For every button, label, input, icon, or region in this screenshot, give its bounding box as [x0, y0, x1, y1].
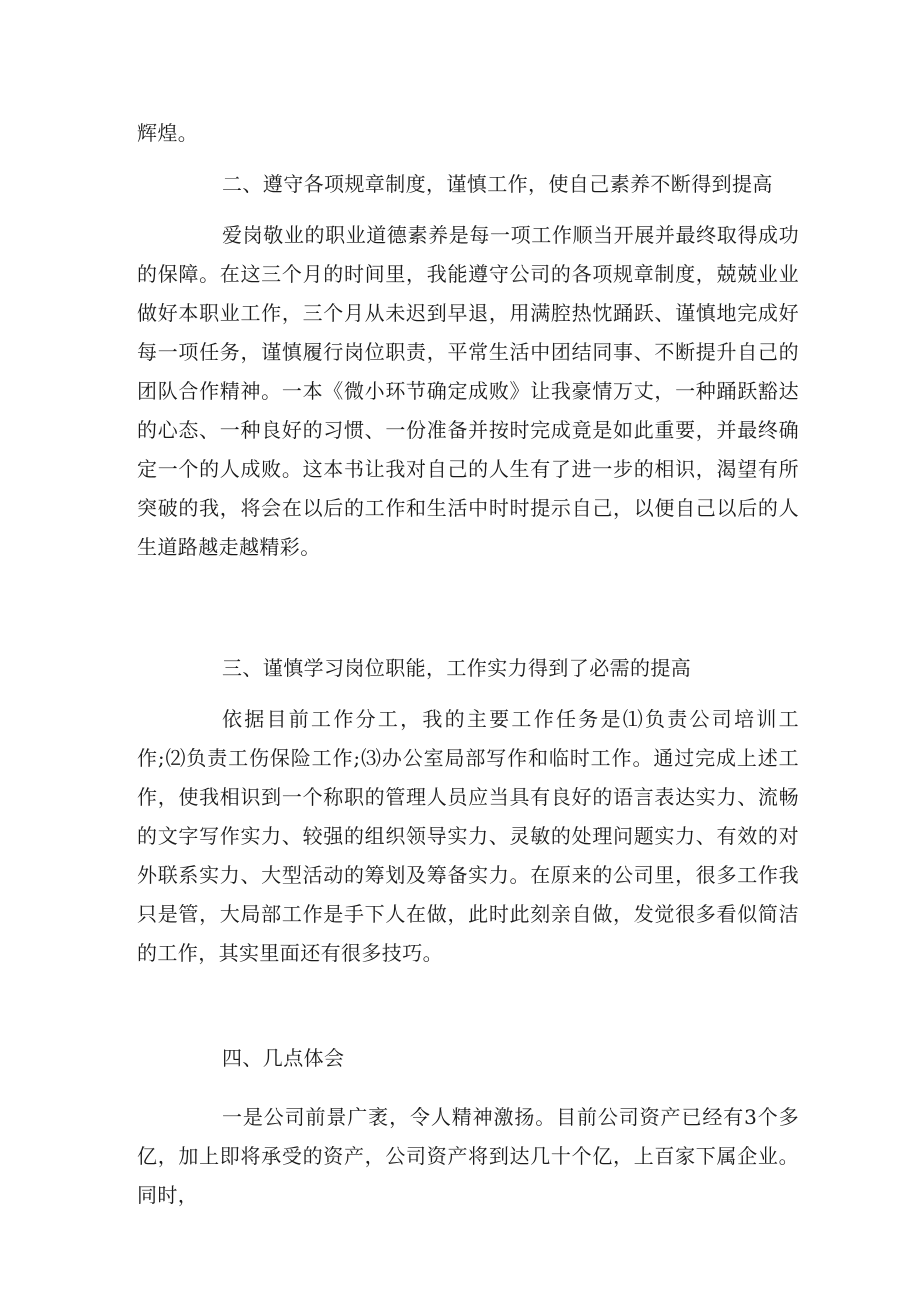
section-body-4: 一是公司前景广袤，令人精神激扬。目前公司资产已经有3个多亿，加上即将承受的资产，公司资产将到达几十个亿，上百家下属企业。同时，: [137, 1105, 799, 1207]
continuation-paragraph: 辉煌。: [137, 121, 199, 145]
section-body-3: 依据目前工作分工，我的主要工作任务是⑴负责公司培训工作;⑵负责工伤保险工作;⑶办公室局部写作和临时工作。通过完成上述工作，使我相识到一个称职的管理人员应当具有良好的语言表达实力、流畅的文字写作实力、较强的组织领导实力、灵敏的处理问题实力、有效的对外联系实力、大型活动的筹划及筹备实力。在原来的公司里，很多工作我只是管，大局部工作是手下人在做，此时此刻亲自做，发觉很多看似简洁的工作，其实里面还有很多技巧。: [137, 707, 799, 965]
section-heading-3: 三、谨慎学习岗位职能，工作实力得到了必需的提高: [222, 656, 692, 680]
section-heading-2: 二、遵守各项规章制度，谨慎工作，使自己素养不断得到提高: [222, 172, 773, 196]
section-heading-4: 四、几点体会: [222, 1046, 345, 1070]
section-body-2: 爱岗敬业的职业道德素养是每一项工作顺当开展并最终取得成功的保障。在这三个月的时间里，我能遵守公司的各项规章制度，兢兢业业做好本职业工作，三个月从未迟到早退，用满腔热忱踊跃、谨慎地完成好每一项任务，谨慎履行岗位职责，平常生活中团结同事、不断提升自己的团队合作精神。一本《微小环节确定成败》让我豪情万丈，一种踊跃豁达的心态、一种良好的习惯、一份准备并按时完成竟是如此重要，并最终确定一个的人成败。这本书让我对自己的人生有了进一步的相识，渴望有所突破的我，将会在以后的工作和生活中时时提示自己，以便自己以后的人生道路越走越精彩。: [137, 223, 799, 559]
